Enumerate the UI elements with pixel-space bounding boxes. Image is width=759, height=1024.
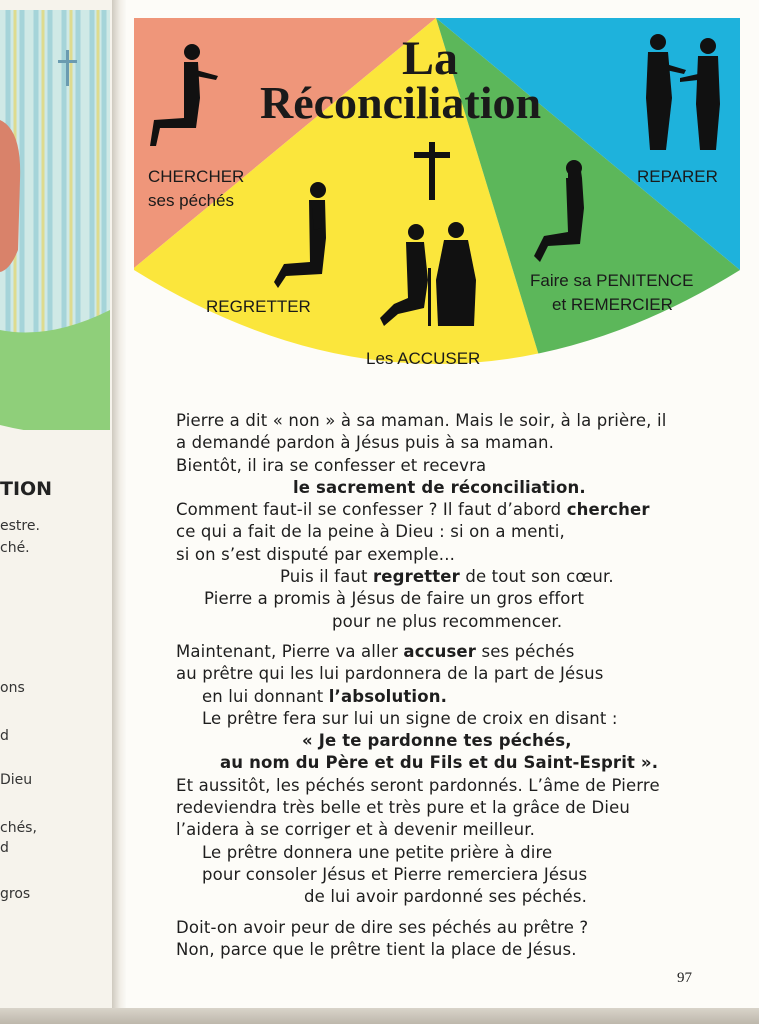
text-line: redeviendra très belle et très pure et la grâce de Dieu: [176, 798, 630, 818]
body-text: [176, 410, 716, 961]
text-line: Et aussitôt, les péchés seront pardonnés. L’âme de Pierre: [176, 775, 660, 795]
text-line: au prêtre qui les lui pardonnera de la part de Jésus: [176, 664, 604, 684]
left-fragment: d: [0, 728, 9, 744]
step-label-accuser: Les ACCUSER: [366, 349, 481, 368]
text-line: a demandé pardon à Jésus puis à sa maman.: [176, 433, 554, 453]
text-line: de lui avoir pardonné ses péchés.: [304, 887, 587, 907]
bold-term-absolution: l’absolution.: [328, 686, 448, 706]
text-line: l’aidera à se corriger et à devenir meilleur.: [176, 820, 536, 840]
diagram-title-line2: Réconciliation: [260, 77, 542, 128]
text-line: Non, parce que le prêtre tient la place de Jésus.: [176, 939, 577, 959]
text-line: Le prêtre fera sur lui un signe de croix en disant :: [202, 708, 618, 728]
text-segment: Maintenant, Pierre va aller: [176, 641, 404, 661]
step-label-reparer: REPARER: [637, 167, 718, 186]
left-fragment: chés,: [0, 820, 37, 836]
step-label-regretter: REGRETTER: [206, 297, 311, 316]
left-page-heading: TION: [0, 478, 53, 500]
text-line: Bientôt, il ira se confesser et recevra: [176, 455, 487, 475]
left-fragment: ché.: [0, 540, 30, 556]
reconciliation-diagram: [126, 18, 748, 390]
bold-term-regretter: regretter: [373, 567, 460, 587]
text-line: pour ne plus recommencer.: [332, 611, 563, 631]
bold-term-accuser: accuser: [403, 641, 477, 661]
text-line: si on s’est disputé par exemple...: [176, 544, 455, 564]
text-line: Le prêtre donnera une petite prière à dire: [202, 842, 553, 862]
bold-term-chercher: chercher: [566, 500, 650, 520]
text-segment: ses péchés: [476, 641, 575, 661]
diagram-title-line1: La: [402, 32, 459, 85]
left-page: [0, 0, 112, 1024]
text-line: Doit-on avoir peur de dire ses péchés au prêtre ?: [176, 917, 589, 937]
text-line: Pierre a dit « non » à sa maman. Mais le soir, à la prière, il: [176, 411, 667, 430]
text-segment: Puis il faut: [280, 567, 373, 587]
text-segment: en lui donnant: [202, 686, 329, 706]
page-number: 97: [677, 970, 692, 986]
left-fragment: estre.: [0, 518, 40, 534]
left-fragment: gros: [0, 886, 31, 902]
bold-term-sacrement: le sacrement de réconciliation.: [293, 477, 586, 497]
step-label-chercher-2: ses péchés: [148, 191, 234, 210]
left-fragment: d: [0, 840, 9, 856]
step-label-chercher: CHERCHER: [148, 167, 245, 186]
book-bottom-edge: [0, 1008, 759, 1024]
step-label-remercier: et REMERCIER: [552, 295, 673, 314]
page-gutter: [112, 0, 126, 1024]
text-segment: de tout son cœur.: [459, 567, 614, 587]
quoted-absolution-line1: « Je te pardonne tes péchés,: [302, 731, 572, 751]
left-page-illustration: [0, 10, 110, 430]
left-fragment: Dieu: [0, 772, 33, 788]
text-segment: Comment faut-il se confesser ? Il faut d’abord: [176, 500, 567, 520]
step-label-penitence: Faire sa PENITENCE: [530, 271, 694, 290]
text-line: Pierre a promis à Jésus de faire un gros effort: [204, 589, 585, 609]
text-line: ce qui a fait de la peine à Dieu : si on a menti,: [176, 522, 565, 542]
quoted-absolution-line2: au nom du Père et du Fils et du Saint-Esprit ».: [220, 753, 659, 773]
text-line: pour consoler Jésus et Pierre remerciera Jésus: [202, 864, 588, 884]
left-fragment: ons: [0, 680, 25, 696]
